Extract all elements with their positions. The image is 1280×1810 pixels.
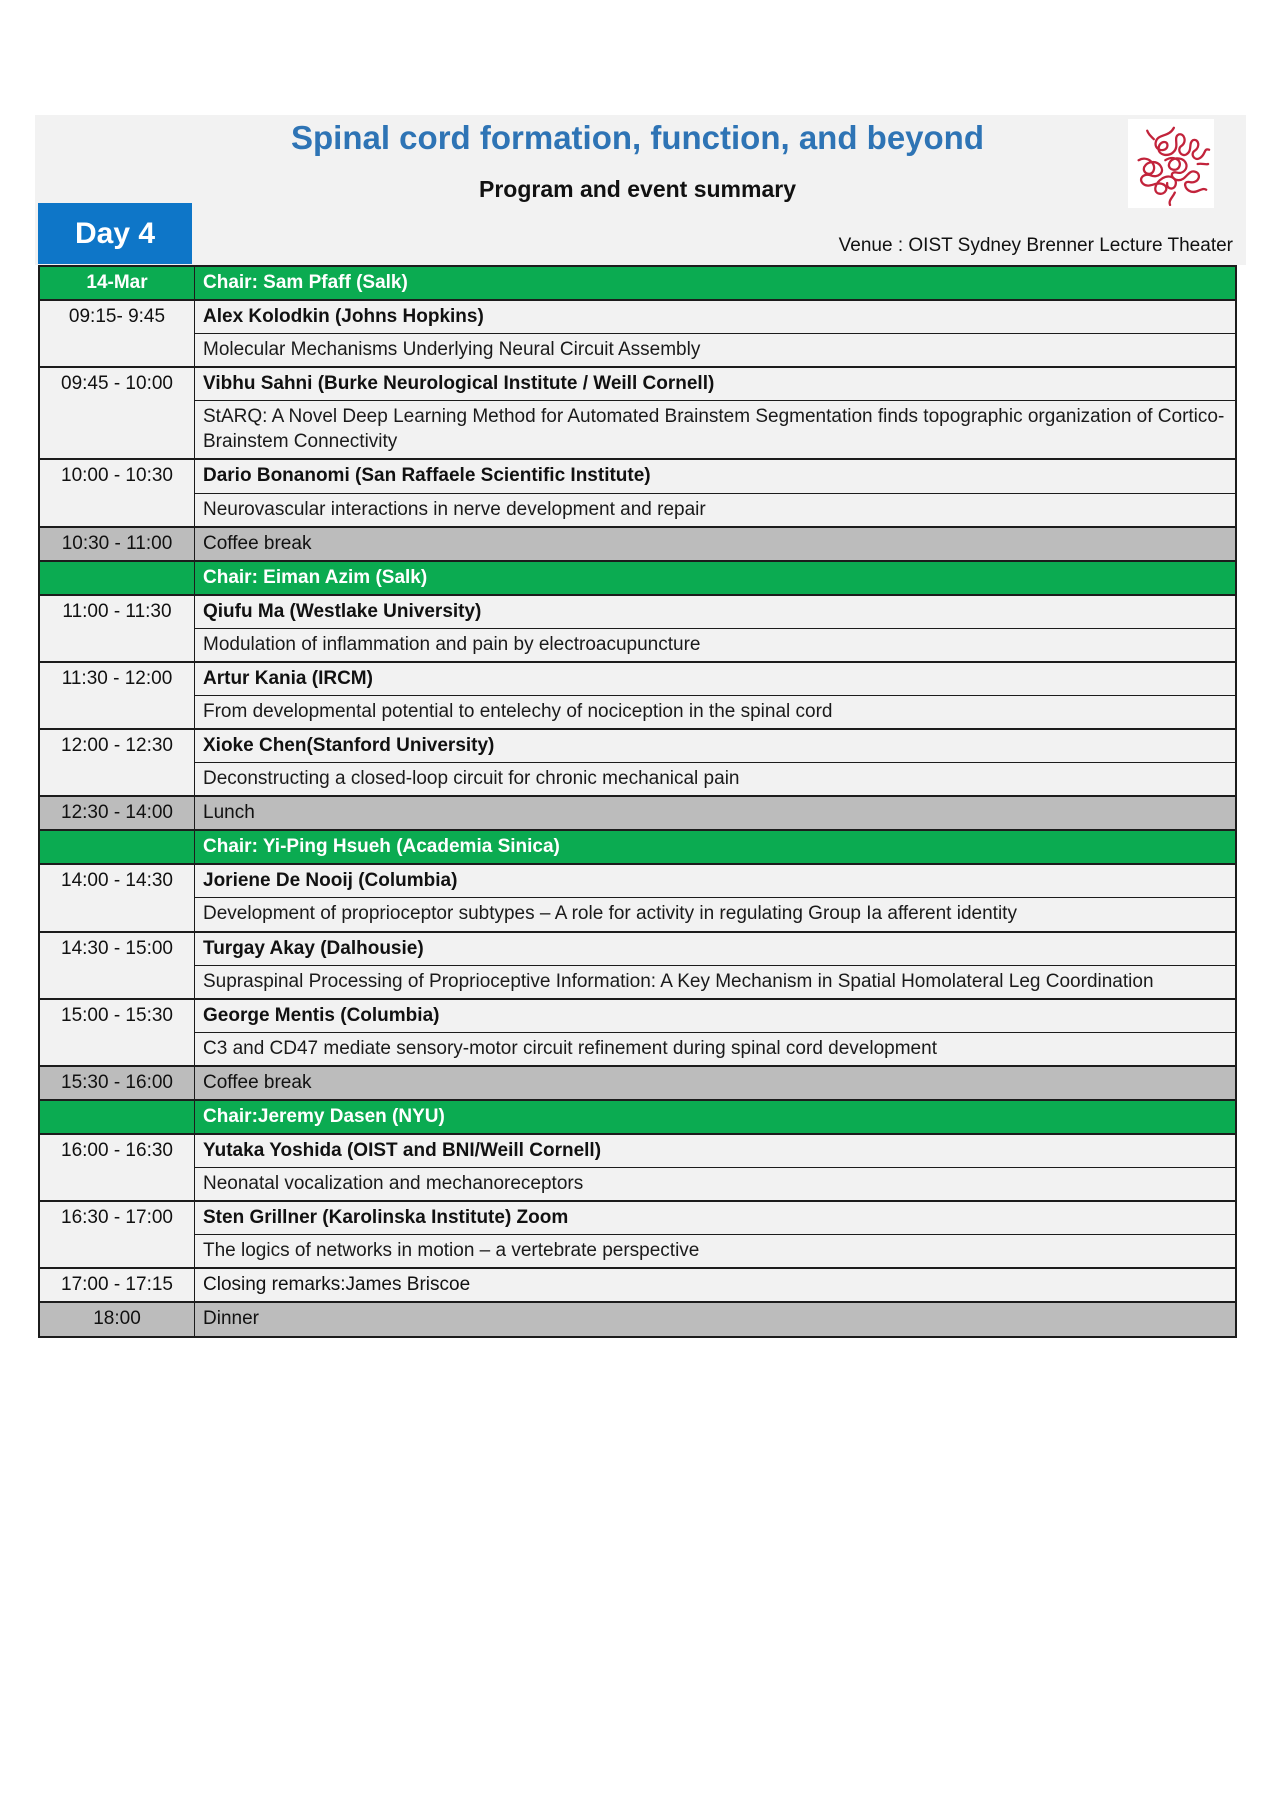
schedule-row-chair: [39, 266, 1236, 300]
time-cell: 18:00: [39, 1302, 195, 1336]
time-cell: 14:00 - 14:30: [39, 864, 195, 931]
schedule-row-talk: [39, 965, 1236, 999]
schedule-row-talk: [39, 763, 1236, 797]
speaker-cell: Yutaka Yoshida (OIST and BNI/Weill Cornell): [195, 1134, 1237, 1168]
schedule-row-speaker: [39, 300, 1236, 334]
program-table: [38, 265, 1237, 1338]
break-cell: Coffee break: [195, 1066, 1237, 1100]
speaker-cell: Xioke Chen(Stanford University): [195, 729, 1237, 763]
schedule-row-talk: [39, 334, 1236, 368]
schedule-row-talk: [39, 401, 1236, 460]
time-cell: [39, 1100, 195, 1134]
time-cell: 10:30 - 11:00: [39, 527, 195, 561]
time-cell: 14:30 - 15:00: [39, 932, 195, 999]
talk-cell: Supraspinal Processing of Proprioceptive Information: A Key Mechanism in Spatial Homolateral Leg Coordination: [195, 965, 1237, 999]
page-title: Spinal cord formation, function, and beyond: [291, 119, 984, 156]
break-cell: Coffee break: [195, 527, 1237, 561]
time-cell: 11:30 - 12:00: [39, 662, 195, 729]
schedule-row-talk: [39, 493, 1236, 527]
time-cell: 17:00 - 17:15: [39, 1268, 195, 1302]
schedule-row-speaker: [39, 662, 1236, 696]
talk-cell: Deconstructing a closed-loop circuit for chronic mechanical pain: [195, 763, 1237, 797]
schedule-row-speaker: [39, 1201, 1236, 1235]
break-cell: Lunch: [195, 796, 1237, 830]
time-cell: 15:00 - 15:30: [39, 999, 195, 1066]
schedule-row-talk: [39, 1235, 1236, 1269]
talk-cell: Modulation of inflammation and pain by electroacupuncture: [195, 628, 1237, 662]
chair-cell: Chair: Yi-Ping Hsueh (Academia Sinica): [195, 830, 1237, 864]
talk-cell: C3 and CD47 mediate sensory-motor circuit refinement during spinal cord development: [195, 1032, 1237, 1066]
schedule-row-break: [39, 796, 1236, 830]
schedule-row-talk: [39, 1168, 1236, 1202]
day-label: Day 4: [74, 216, 156, 250]
chair-cell: Chair:Jeremy Dasen (NYU): [195, 1100, 1237, 1134]
schedule-row-speaker: [39, 999, 1236, 1033]
time-cell: 09:15- 9:45: [39, 300, 195, 367]
schedule-body: [39, 266, 1236, 1337]
venue-text: Venue : OIST Sydney Brenner Lecture Theater: [838, 235, 1233, 256]
time-cell: 14-Mar: [39, 266, 195, 300]
schedule-row-chair: [39, 830, 1236, 864]
talk-cell: Neurovascular interactions in nerve development and repair: [195, 493, 1237, 527]
speaker-cell: Sten Grillner (Karolinska Institute) Zoom: [195, 1201, 1237, 1235]
schedule-row-speaker: [39, 367, 1236, 401]
schedule-row-talk: [39, 628, 1236, 662]
schedule-row-break: [39, 527, 1236, 561]
break-cell: Dinner: [195, 1302, 1237, 1336]
red-neuron-scribble-icon: [1131, 122, 1211, 206]
speaker-cell: Alex Kolodkin (Johns Hopkins): [195, 300, 1237, 334]
chair-cell: Chair: Eiman Azim (Salk): [195, 561, 1237, 595]
time-cell: 11:00 - 11:30: [39, 595, 195, 662]
time-cell: 10:00 - 10:30: [39, 459, 195, 526]
chair-cell: Chair: Sam Pfaff (Salk): [195, 266, 1237, 300]
day-label-box: [38, 203, 192, 264]
time-cell: 15:30 - 16:00: [39, 1066, 195, 1100]
speaker-cell: Qiufu Ma (Westlake University): [195, 595, 1237, 629]
talk-cell: The logics of networks in motion – a vertebrate perspective: [195, 1235, 1237, 1269]
schedule-row-chair: [39, 561, 1236, 595]
schedule-row-talk: [39, 898, 1236, 932]
speaker-cell: Dario Bonanomi (San Raffaele Scientific Institute): [195, 459, 1237, 493]
schedule-row-chair: [39, 1100, 1236, 1134]
schedule-row-speaker: [39, 932, 1236, 966]
time-cell: [39, 830, 195, 864]
talk-cell: Development of proprioceptor subtypes – A role for activity in regulating Group Ia afferent identity: [195, 898, 1237, 932]
talk-cell: Molecular Mechanisms Underlying Neural Circuit Assembly: [195, 334, 1237, 368]
talk-cell: StARQ: A Novel Deep Learning Method for Automated Brainstem Segmentation finds topographic organization of Cortico-Brainstem Connectivity: [195, 401, 1237, 460]
time-cell: 16:30 - 17:00: [39, 1201, 195, 1268]
page-subtitle: Program and event summary: [478, 176, 796, 202]
conference-logo: [1128, 119, 1214, 208]
speaker-cell: Joriene De Nooij (Columbia): [195, 864, 1237, 898]
schedule-row-break: [39, 1066, 1236, 1100]
schedule-row-break: [39, 1302, 1236, 1336]
schedule-row-talk: [39, 1032, 1236, 1066]
schedule-row-note: [39, 1268, 1236, 1302]
time-cell: 12:30 - 14:00: [39, 796, 195, 830]
schedule-row-speaker: [39, 864, 1236, 898]
speaker-cell: Vibhu Sahni (Burke Neurological Institute / Weill Cornell): [195, 367, 1237, 401]
note-cell: Closing remarks:James Briscoe: [195, 1268, 1237, 1302]
speaker-cell: Turgay Akay (Dalhousie): [195, 932, 1237, 966]
speaker-cell: Artur Kania (IRCM): [195, 662, 1237, 696]
time-cell: 12:00 - 12:30: [39, 729, 195, 796]
talk-cell: Neonatal vocalization and mechanoreceptors: [195, 1168, 1237, 1202]
time-cell: 09:45 - 10:00: [39, 367, 195, 459]
schedule-row-speaker: [39, 459, 1236, 493]
schedule-row-speaker: [39, 1134, 1236, 1168]
schedule-row-speaker: [39, 595, 1236, 629]
talk-cell: From developmental potential to entelechy of nociception in the spinal cord: [195, 696, 1237, 730]
schedule-row-talk: [39, 696, 1236, 730]
speaker-cell: George Mentis (Columbia): [195, 999, 1237, 1033]
schedule-row-speaker: [39, 729, 1236, 763]
time-cell: [39, 561, 195, 595]
time-cell: 16:00 - 16:30: [39, 1134, 195, 1201]
